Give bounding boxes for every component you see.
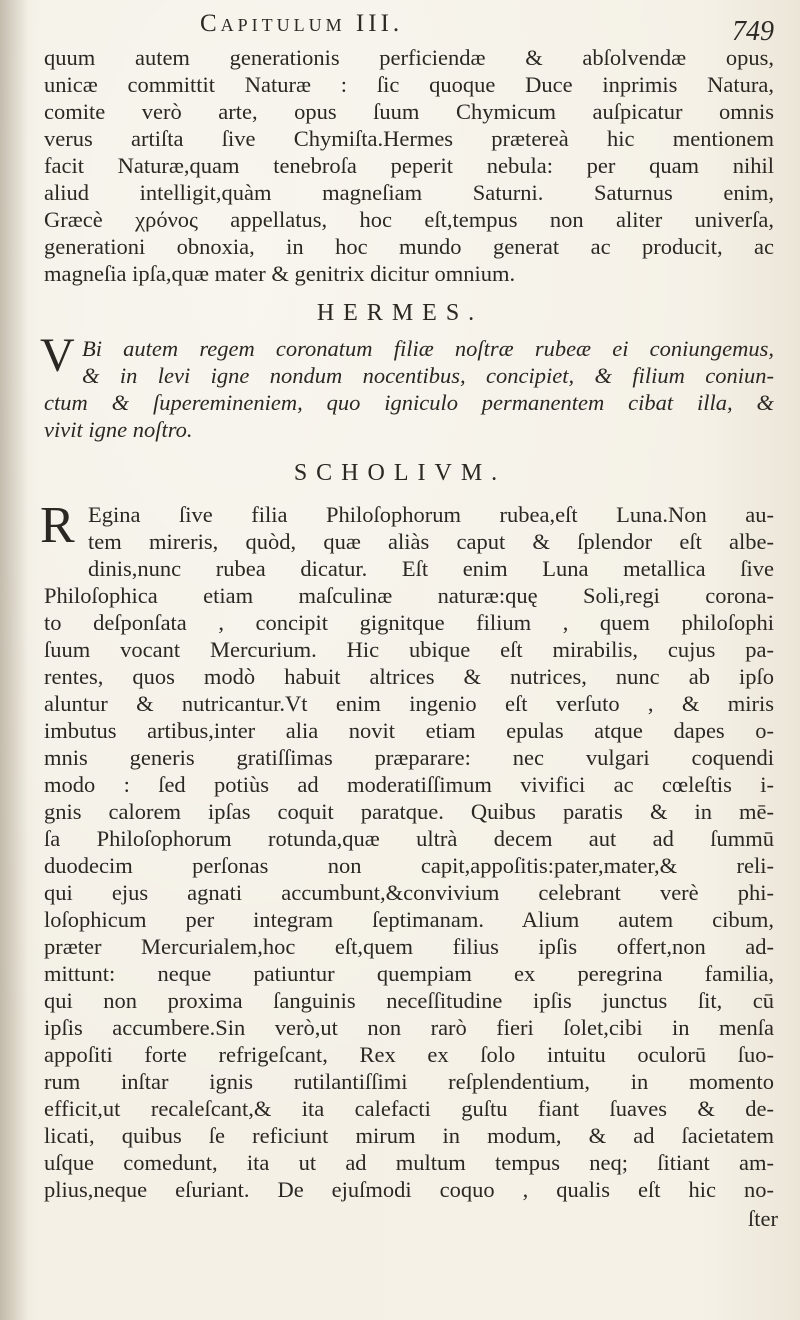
scholium-text-line: ſa Philoſophorum rotunda,quæ ultrà decem aut ad ſummū	[44, 826, 774, 851]
scholium-text-line: ſuum vocant Mercurium. Hic ubique eſt mirabilis, cujus pa-	[44, 637, 774, 662]
text-line: facit Naturæ,quam tenebroſa peperit nebula: per quam nihil	[44, 153, 774, 178]
scholium-text-line: qui ejus agnati accumbunt,&convivium celebrant verè phi-	[44, 880, 774, 905]
text-line: Græcè χρόνος appellatus, hoc eſt,tempus non aliter univerſa,	[44, 207, 774, 232]
text-line: comite verò arte, opus ſuum Chymicum auſpicatur omnis	[44, 99, 774, 124]
text-line: unicæ committit Naturæ : ſic quoque Duce inprimis Natura,	[44, 72, 774, 97]
chapter-title: Capitulum III.	[200, 10, 404, 37]
scholium-text-line: ipſis accumbere.Sin verò,ut non rarò fieri ſolet,cibi in menſa	[44, 1015, 774, 1040]
text-line: magneſia ipſa,quæ mater & genitrix dicitur omnium.	[44, 261, 516, 286]
text-line: quum autem generationis perficiendæ & abſolvendæ opus,	[44, 45, 774, 70]
hermes-text-line: vivit igne noſtro.	[44, 417, 193, 442]
scholium-text-line: qui non proxima ſanguinis neceſſitudine ipſis junctus ſit, cū	[44, 988, 774, 1013]
scholium-heading: SCHOLIVM.	[293, 460, 507, 486]
text-line: verus artiſta ſive Chymiſta.Hermes prætereà hic mentionem	[44, 126, 774, 151]
scholium-dropcap: R	[40, 497, 75, 554]
hermes-heading: HERMES.	[316, 300, 484, 326]
scholium-text-line: modo : ſed potiùs ad moderatiſſimum vivifici ac cœleſtis i-	[44, 772, 774, 797]
scholium-text-line: duodecim perſonas non capit,appoſitis:pater,mater,& reli-	[44, 853, 774, 878]
running-head	[40, 10, 780, 47]
scholium-text-line: loſophicum per integram ſeptimanam. Alium autem cibum,	[44, 907, 774, 932]
page-number: 749	[732, 16, 774, 47]
scholium-text-line: tem mireris, quòd, quæ aliàs caput & ſplendor eſt albe-	[88, 529, 774, 554]
scholium-text-line: to deſponſata , concipit gignitque filium , quem philoſophi	[44, 610, 774, 635]
text-line: aliud intelligit,quàm magneſiam Saturni. Saturnus enim,	[44, 180, 774, 205]
scholium-text-line: aluntur & nutricantur.Vt enim ingenio eſt verſuto , & miris	[44, 691, 774, 716]
scholium-text-line: appoſiti forte refrigeſcant, Rex ex ſolo intuitu oculorū ſuo-	[44, 1042, 774, 1067]
scholium-text-line: Egina ſive filia Philoſophorum rubea,eſt Luna.Non au-	[88, 502, 774, 527]
scholium-text-line: rentes, quos modò habuit altrices & nutrices, nunc ab ipſo	[44, 664, 774, 689]
hermes-dropcap: V	[40, 329, 75, 382]
scholium-text-line: dinis,nunc rubea dicatur. Eſt enim Luna metallica ſive	[88, 556, 774, 581]
scholium-text-line: mnis generis gratiſſimas præparare: nec vulgari coquendi	[44, 745, 774, 770]
scholium-text-line: Philoſophica etiam maſculinæ naturæ:quę Soli,regi corona-	[44, 583, 774, 608]
catchword: ſter	[748, 1206, 778, 1231]
scholium-text-line: efficit,ut recaleſcant,& ita calefacti guſtu fiant ſuaves & de-	[44, 1096, 774, 1121]
hermes-text-line: Bi autem regem coronatum filiæ noſtræ rubeæ ei coniungemus,	[82, 336, 774, 361]
scholium-text-line: rum inſtar ignis rutilantiſſimi reſplendentium, in momento	[44, 1069, 774, 1094]
hermes-text-line: ctum & ſuperemineniem, quo igniculo permanentem cibat illa, &	[44, 390, 774, 415]
scholium-text-line: plius,neque eſuriant. De ejuſmodi coquo , qualis eſt hic no-	[44, 1177, 774, 1202]
scholium-text-line: gnis calorem ipſas coquit paratque. Quibus paratis & in mē-	[44, 799, 774, 824]
scholium-text-line: uſque comedunt, ita ut ad multum tempus neq; ſitiant am-	[44, 1150, 774, 1175]
scholium-text-line: mittunt: neque patiuntur quempiam ex peregrina familia,	[44, 961, 774, 986]
gutter-shadow	[0, 0, 28, 1320]
scholium-text-line: præter Mercurialem,hoc eſt,quem filius ipſis offert,non ad-	[44, 934, 774, 959]
text-line: generationi obnoxia, in hoc mundo generat ac producit, ac	[44, 234, 774, 259]
scholium-text-line: licati, quibus ſe reficiunt mirum in modum, & ad ſacietatem	[44, 1123, 774, 1148]
scholium-text-line: imbutus artibus,inter alia novit etiam epulas atque dapes o-	[44, 718, 774, 743]
hermes-text-line: & in levi igne nondum nocentibus, concipiet, & filium coniun-	[82, 363, 774, 388]
